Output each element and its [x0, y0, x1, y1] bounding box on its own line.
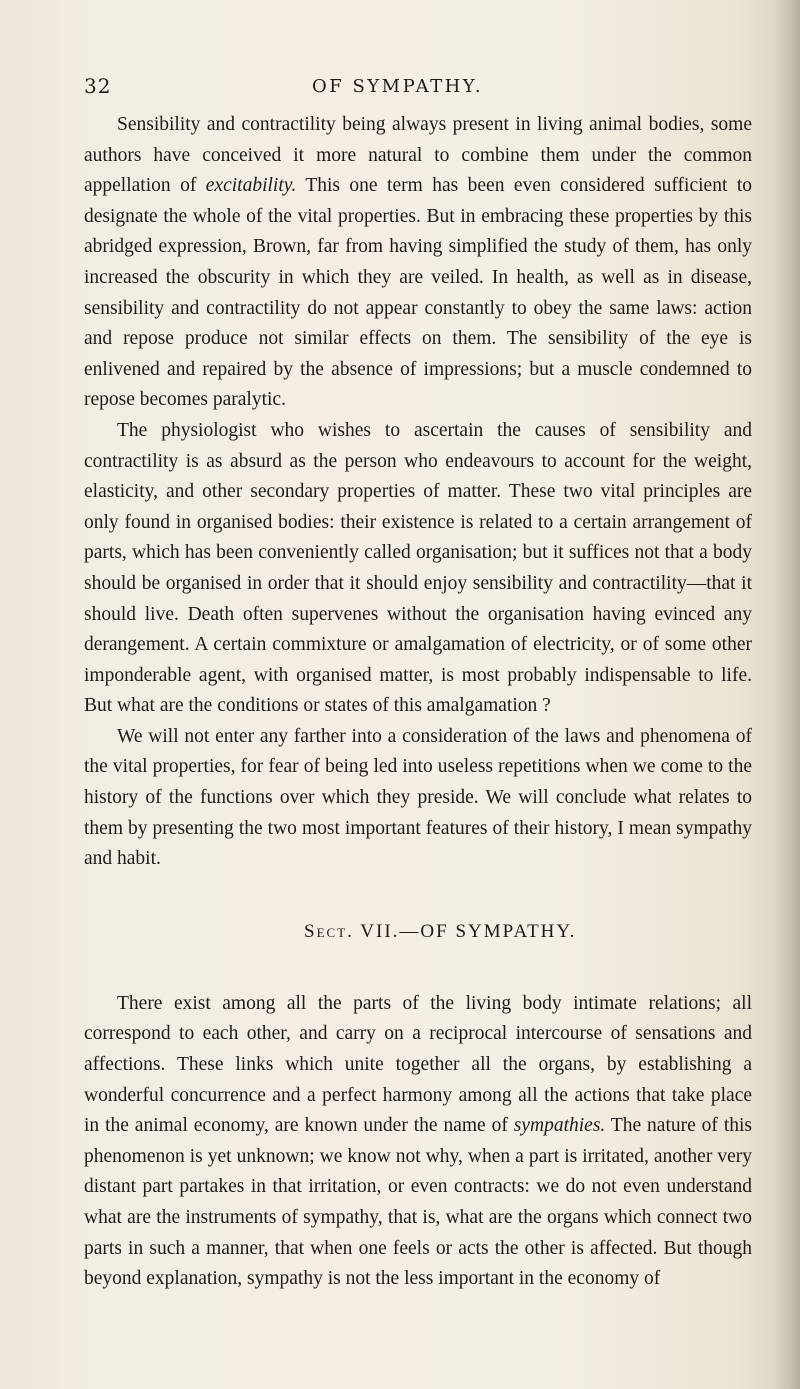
page-header	[84, 74, 724, 100]
body-text	[84, 110, 752, 1295]
paragraph	[84, 989, 752, 1295]
section-title: —OF SYMPATHY.	[399, 920, 577, 942]
paragraphs-before-section	[84, 110, 752, 875]
section-heading	[84, 918, 752, 946]
paragraph	[84, 722, 752, 875]
paragraph	[84, 110, 752, 416]
paragraphs-after-section	[84, 989, 752, 1295]
paragraph-text: The nature of this phenomenon is yet unknown; we know not why, when a part is irritated, another very distant part partakes in that irritation, or even contracts: we do not even understand what are the instruments of sympathy, that is, what are the organs which connect two parts in such a manner, that when one feels or acts the other is affected. But though beyond explanation, sympathy is not the less important in the economy of	[84, 1115, 752, 1290]
running-head: OF SYMPATHY.	[312, 76, 484, 97]
paragraph-text: This one term has been even considered sufficient to designate the whole of the vital properties. But in embracing these properties by this abridged expression, Brown, far from having simplified the study of them, has only increased the obscurity in which they are veiled. In health, as well as in disease, sensibility and contractility do not appear constantly to obey the same laws: action and repose produce not similar effects on them. The sensibility of the eye is enlivened and repaired by the absence of impressions; but a muscle condemned to repose becomes paralytic.	[84, 175, 752, 411]
paragraph-text: The physiologist who wishes to ascertain the causes of sensibility and contractility is as absurd as the person who endeavours to account for the weight, elasticity, and other secondary properties of matter. These two vital principles are only found in organised bodies: their existence is related to a certain arrangement of parts, which has been conveniently called organisation; but it suffices not that a body should be organised in order that it should enjoy sensibility and contractility—that it should live. Death often supervenes without the organisation having evinced any derangement. A certain commixture or amalgamation of electricity, or of some other imponderable agent, with organised matter, is most probably indispensable to life. But what are the conditions or states of this amalgamation ?	[84, 419, 752, 717]
paragraph-text: There exist among all the parts of the living body intimate relations; all correspond to each other, and carry on a reciprocal intercourse of sensations and affections. These links which unite together all the organs, by establishing a wonderful concurrence and a perfect harmony among all the actions that take place in the animal economy, are known under the name of	[84, 992, 752, 1137]
paragraph-text: Sensibility and contractility being always present in living animal bodies, some authors have conceived it more natural to combine them under the common appellation of	[84, 114, 752, 197]
italic-term: sympathies.	[513, 1115, 606, 1137]
section-number: Sect. VII.	[304, 920, 400, 942]
page-number: 32	[84, 74, 112, 98]
paragraph-text: We will not enter any farther into a consideration of the laws and phenomena of the vital properties, for fear of being led into useless repetitions when we come to the history of the functions over which they preside. We will conclude what relates to them by presenting the two most important features of their history, I mean sympathy and habit.	[84, 725, 752, 870]
italic-term: excitability.	[205, 175, 297, 197]
paragraph	[84, 416, 752, 722]
page-edge-shadow	[772, 0, 800, 1389]
